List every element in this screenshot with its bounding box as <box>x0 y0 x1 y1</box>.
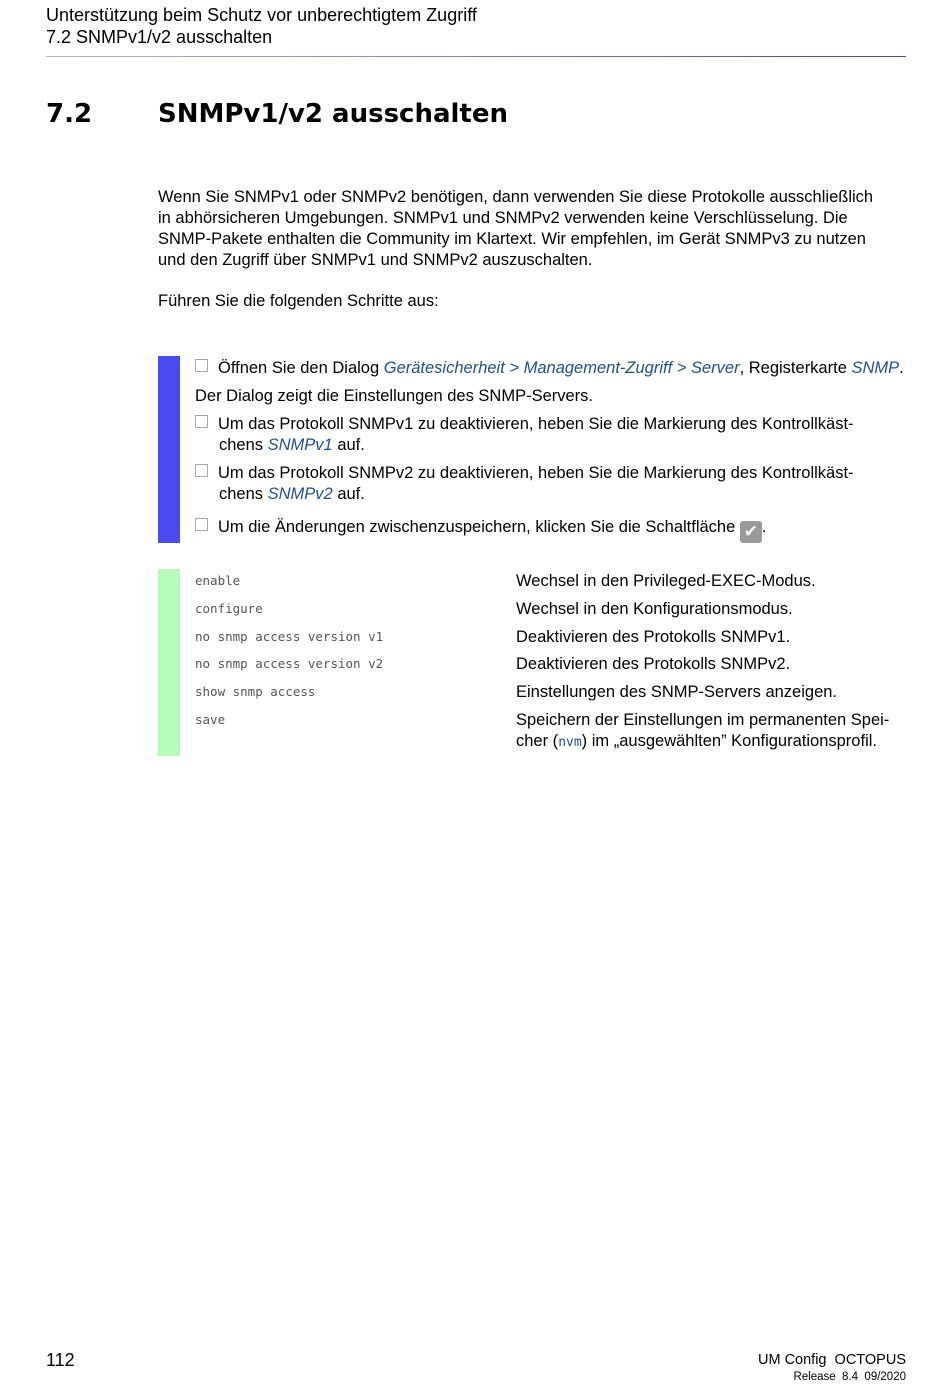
step-text: . <box>899 359 904 377</box>
intro-line: Wenn Sie SNMPv1 oder SNMPv2 benötigen, dann verwenden Sie diese Protokolle ausschließlich <box>158 188 874 206</box>
checkmark-icon[interactable]: ✔ <box>740 521 762 543</box>
dialog-path-link[interactable]: Gerätesicherheit > Management-Zugriff > Server <box>383 359 740 377</box>
cli-command: enable <box>195 573 241 588</box>
step-text: , Registerkarte <box>739 359 852 377</box>
step-text: chens <box>219 436 268 454</box>
intro-line: in abhörsicheren Umgebungen. SNMPv1 und SNMPv2 verwenden keine Verschlüsselung. Die <box>158 209 848 227</box>
cli-steps-bar <box>158 569 180 756</box>
steps-intro: Führen Sie die folgenden Schritte aus: <box>158 292 439 310</box>
checkbox-icon <box>195 518 208 531</box>
cli-command: no snmp access version v1 <box>195 629 384 644</box>
checkbox-icon <box>195 464 208 477</box>
intro-line: und den Zugriff über SNMPv1 und SNMPv2 auszuschalten. <box>158 251 593 269</box>
cli-command: save <box>195 712 226 727</box>
step-text: auf. <box>332 485 365 503</box>
running-header-section: 7.2 SNMPv1/v2 ausschalten <box>46 27 273 47</box>
snmpv1-checkbox-label[interactable]: SNMPv1 <box>267 436 333 454</box>
intro-line: SNMP-Pakete enthalten die Community im Klartext. Wir empfehlen, im Gerät SNMPv3 zu nutzen <box>158 230 866 248</box>
running-header-chapter: Unterstützung beim Schutz vor unberechtigtem Zugriff <box>46 5 477 25</box>
step-text: auf. <box>332 436 365 454</box>
cli-command: no snmp access version v2 <box>195 656 384 671</box>
cli-description-line: Speichern der Einstellungen im permanenten Spei- <box>516 711 890 729</box>
step-text: Um das Protokoll SNMPv2 zu deaktivieren, heben Sie die Markierung des Kontrollkäst- <box>218 464 854 482</box>
cli-description: Wechsel in den Konfigurationsmodus. <box>516 600 793 618</box>
section-number: 7.2 <box>46 99 93 129</box>
step-text: Um die Änderungen zwischenzuspeichern, klicken Sie die Schaltfläche <box>218 518 740 536</box>
cli-command: configure <box>195 601 263 616</box>
gui-step-note: Der Dialog zeigt die Einstellungen des SNMP-Servers. <box>195 387 594 405</box>
section-title: SNMPv1/v2 ausschalten <box>158 99 508 129</box>
intro-paragraph <box>158 187 908 271</box>
gui-step-open-dialog <box>195 358 905 379</box>
cli-description <box>516 710 908 753</box>
gui-step-disable-v1 <box>195 414 905 456</box>
cli-description-text: ) im „ausgewählten” Konfigurationsprofil. <box>581 732 877 750</box>
gui-step-disable-v2 <box>195 463 905 505</box>
checkbox-icon <box>195 415 208 428</box>
step-text: chens <box>219 485 268 503</box>
manual-title: UM Config OCTOPUS <box>758 1352 906 1368</box>
release-info: Release 8.4 09/2020 <box>793 1371 906 1383</box>
snmpv2-checkbox-label[interactable]: SNMPv2 <box>267 485 333 503</box>
snmp-tab-link[interactable]: SNMP <box>851 359 900 377</box>
cli-description: Einstellungen des SNMP-Servers anzeigen. <box>516 683 838 701</box>
cli-description: Wechsel in den Privileged-EXEC-Modus. <box>516 572 816 590</box>
checkbox-icon <box>195 359 208 372</box>
step-text: . <box>761 518 767 536</box>
gui-step-save <box>195 517 905 543</box>
page-number: 112 <box>46 1350 75 1370</box>
cli-description: Deaktivieren des Protokolls SNMPv2. <box>516 655 791 673</box>
cli-description: Deaktivieren des Protokolls SNMPv1. <box>516 628 791 646</box>
cli-description-text: cher ( <box>516 732 559 750</box>
step-text: Um das Protokoll SNMPv1 zu deaktivieren, heben Sie die Markierung des Kontrollkäst- <box>218 415 854 433</box>
nvm-code: nvm <box>558 735 582 750</box>
header-rule <box>46 56 906 57</box>
cli-command: show snmp access <box>195 684 316 699</box>
step-text: Öffnen Sie den Dialog <box>218 359 384 377</box>
gui-steps-bar <box>158 356 180 543</box>
